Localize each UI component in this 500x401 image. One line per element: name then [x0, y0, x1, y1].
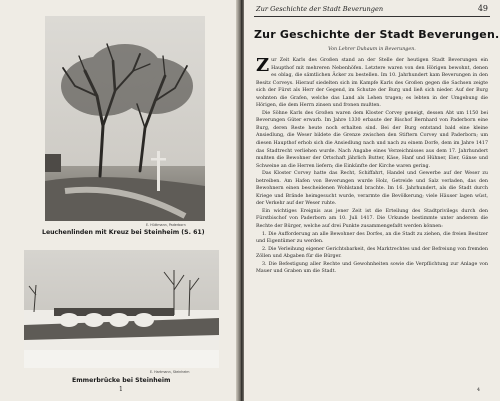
running-head	[254, 4, 490, 17]
left-page-number: 1	[119, 386, 123, 393]
list-item: 3. Die Befestigung aller Rechte und Gewohnheiten sowie die Verpflichtung zur Anlage von Mauer und Graben um die Stadt.	[256, 261, 488, 275]
article-body	[256, 57, 488, 276]
linden-trees-image	[45, 16, 205, 221]
article-title: Zur Geschichte der Stadt Beverungen.	[254, 28, 500, 41]
photo-caption-bottom: Emmerbrücke bei Steinheim	[72, 377, 171, 384]
signature-mark: 4	[476, 387, 480, 393]
photo-linden-trees	[45, 16, 205, 221]
list-item: 1. Die Aufforderung an alle Bewohner des Dorfes, an die Stadt zu ziehen, die freien Besitzer und Eigentümer zu werden.	[256, 231, 488, 245]
left-page	[0, 0, 238, 401]
photo-credit-top: E. Hüttmann, Paderborn	[146, 223, 186, 227]
running-title: Zur Geschichte der Stadt Beverungen	[256, 5, 384, 13]
body-paragraph: Die Söhne Karls des Großen waren dem Kloster Corvey geneigt, dessen Abt um 1150 bei Beverungen Güter erwarb. Im Jahre 1330 erbaute der Bischof Bernhard von Paderborn eine Burg, deren Reste heute noch erhalten sind. Bei der Burg entstand bald eine kleine Ansiedlung, die Weser bildete die Grenze zwischen den Stiftern Corvey und Paderborn; um diesen Haupthof erhob sich die Ansiedlung nach und nach zu einem Dorfe, dem im Jahre 1417 das Stadtrecht verliehen wurde. Nach Angabe eines Verzeichnisses aus dem 17. Jahrhundert mußten die Bewohner der Ortschaft jährlich Butter, Käse, Hanf und Hühner, Eier, Gänse und Schweine an die Herren liefern; die Einkünfte der Kirche waren gering.	[256, 110, 488, 169]
right-page-number: 49	[477, 4, 488, 13]
list-item: 2. Die Verleihung eigener Gerichtsbarkeit, des Marktrechtes und der Befreiung von fremden Zöllen und Abgaben für die Bürger.	[256, 246, 488, 260]
body-paragraph: Ein wichtiges Ereignis aus jener Zeit ist die Erteilung des Stadtprivilegs durch den Fürstbischof von Paderborn am 10. Juli 1417. Die Urkunde bestimmte unter anderem die Rechte der Bürger, welche auf drei Punkte zusammengefaßt werden können:	[256, 208, 488, 230]
photo-emmer-bridge	[24, 250, 219, 368]
dropcap-letter: Z	[256, 55, 270, 76]
body-paragraph: Das Kloster Corvey hatte das Recht, Schiffahrt, Handel und Gewerbe auf der Weser zu betreiben. Am Hafen von Beverungen wurde Holz, Getreide und Salz verladen, das den Bewohnern einen bescheidenen Wohlstand brachte. Im 16. Jahrhundert, als die Stadt durch Kriege und Brände heimgesucht wurde, verarmte die Bevölkerung; viele Häuser lagen wüst, der Verkehr auf der Weser ruhte.	[256, 171, 488, 207]
photo-credit-bottom: E. Hartmann, Steinheim	[150, 370, 190, 374]
photo-caption-top: Leuchenlinden mit Kreuz bei Steinheim (S. 61)	[42, 229, 205, 236]
emmer-bridge-image	[24, 250, 219, 368]
body-paragraph: ur Zeit Karls des Großen stand an der Stelle der heutigen Stadt Beverungen ein Haupthof mit mehreren Nebenhöfen. Letztere waren von den Hörigen bewohnt, denen es oblag, die sämtlichen Äcker zu bestellen. Im 10. Jahrhundert kam Beverungen in den Besitz Corveys. Hierauf siedelten sich im Kampfe Karls des Großen gegen die Sachsen zeigte sich der Fürst als Herr der Gegend, im Schutze der Burg und ließ sich nieder. Auf der Burg wohnten die Grafen, welche das Land als Lehen trugen; es lebten in der Umgebung die Hörigen, die dem Herrn zinsen und fronen mußten.	[256, 58, 488, 109]
article-byline: Von Lehrer Duhaum in Beverungen.	[328, 47, 416, 52]
right-page	[244, 0, 500, 401]
